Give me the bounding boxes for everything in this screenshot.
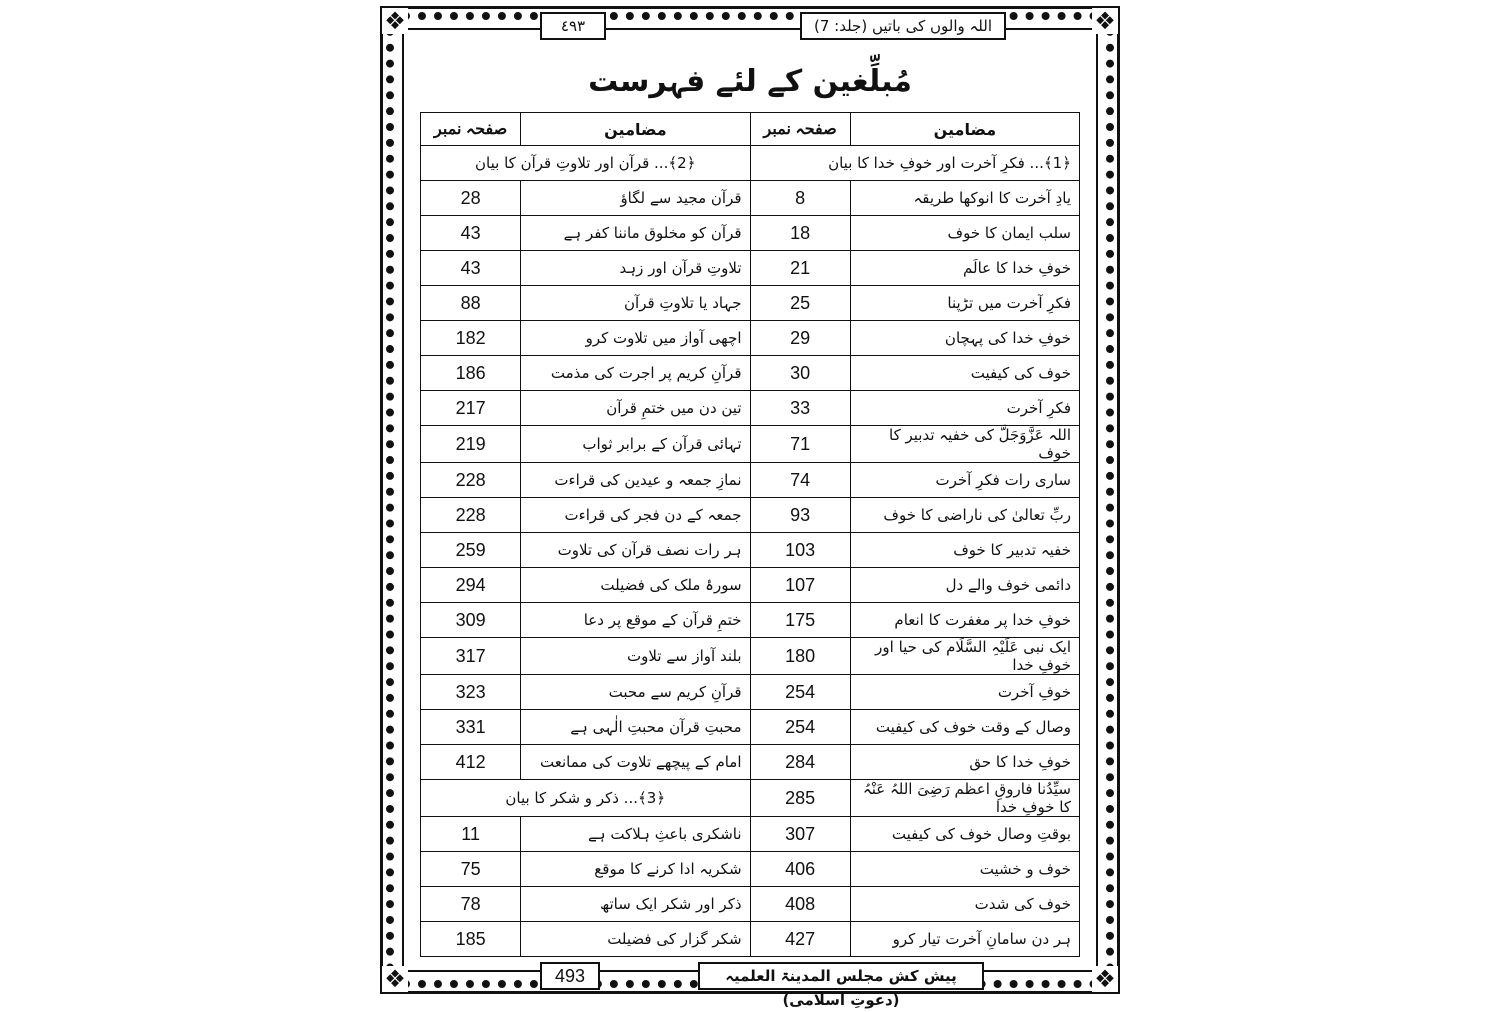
topic-cell: تین دن میں ختمِ قرآن (521, 391, 750, 426)
topic-cell: ختمِ قرآن کے موقع پر دعا (521, 603, 750, 638)
topic-cell: سورۂ ملک کی فضیلت (521, 568, 750, 603)
page-cell: 307 (750, 817, 850, 852)
page-cell: 408 (750, 887, 850, 922)
page-cell: 8 (750, 181, 850, 216)
table-row (421, 391, 1080, 426)
table-row (421, 852, 1080, 887)
table-row (421, 675, 1080, 710)
book-title: اللہ والوں کی باتیں (جلد: 7) (800, 12, 1006, 40)
topic-cell: جہاد یا تلاوتِ قرآن (521, 286, 750, 321)
table-row (421, 286, 1080, 321)
page-cell: 185 (421, 922, 521, 957)
column-header-topics: مضامین (521, 113, 750, 146)
page-cell: 427 (750, 922, 850, 957)
table-row (421, 216, 1080, 251)
page-cell: 88 (421, 286, 521, 321)
topic-cell: سلب ایمان کا خوف (850, 216, 1079, 251)
corner-ornament-icon: ❖ (382, 966, 408, 992)
page-cell: 294 (421, 568, 521, 603)
topic-cell: خوفِ خدا پر مغفرت کا انعام (850, 603, 1079, 638)
column-header-page: صفحہ نمبر (421, 113, 521, 146)
page-cell: 175 (750, 603, 850, 638)
table-row (421, 251, 1080, 286)
table-row (421, 887, 1080, 922)
page-cell: 107 (750, 568, 850, 603)
topic-cell: وصال کے وقت خوف کی کیفیت (850, 710, 1079, 745)
page-cell: 18 (750, 216, 850, 251)
page-cell: 93 (750, 498, 850, 533)
table-row (421, 498, 1080, 533)
page-cell: 78 (421, 887, 521, 922)
topic-cell: ساری رات فکرِ آخرت (850, 463, 1079, 498)
page-cell: 406 (750, 852, 850, 887)
book-page (380, 6, 1120, 1009)
topic-cell: امام کے پیچھے تلاوت کی ممانعت (521, 745, 750, 780)
topic-cell: قرآنِ کریم پر اجرت کی مذمت (521, 356, 750, 391)
table-row (421, 922, 1080, 957)
topic-cell: خوفِ آخرت (850, 675, 1079, 710)
page-cell: 28 (421, 181, 521, 216)
table-row (421, 603, 1080, 638)
topic-cell: خوف کی شدت (850, 887, 1079, 922)
topic-cell: قرآن کو مخلوق ماننا کفر ہے (521, 216, 750, 251)
topic-cell: محبتِ قرآن محبتِ الٰہی ہے (521, 710, 750, 745)
page-cell: 25 (750, 286, 850, 321)
page-cell: 219 (421, 426, 521, 463)
topic-cell: ہر رات نصف قرآن کی تلاوت (521, 533, 750, 568)
page-cell: 30 (750, 356, 850, 391)
topic-cell: بوقتِ وصال خوف کی کیفیت (850, 817, 1079, 852)
page-cell: 228 (421, 463, 521, 498)
table-row (421, 745, 1080, 780)
page-cell: 33 (750, 391, 850, 426)
page-cell: 29 (750, 321, 850, 356)
table-row (421, 638, 1080, 675)
section-heading-3: ﴿3﴾... ذکر و شکر کا بیان (421, 780, 751, 817)
page-cell: 254 (750, 710, 850, 745)
topic-cell: تہائی قرآن کے برابر ثواب (521, 426, 750, 463)
page-cell: 180 (750, 638, 850, 675)
topic-cell: قرآنِ کریم سے محبت (521, 675, 750, 710)
page-cell: 284 (750, 745, 850, 780)
page-cell: 317 (421, 638, 521, 675)
topic-cell: شکر گزار کی فضیلت (521, 922, 750, 957)
topic-cell: جمعہ کے دن فجر کی قراءت (521, 498, 750, 533)
topic-cell: فکرِ آخرت (850, 391, 1079, 426)
topic-cell: خوفِ خدا کا عالَم (850, 251, 1079, 286)
page-cell: 103 (750, 533, 850, 568)
topic-cell: خوف و خشیت (850, 852, 1079, 887)
page-number-top: ٤٩٣ (540, 12, 606, 40)
page-cell: 43 (421, 216, 521, 251)
topic-cell: خفیہ تدبیر کا خوف (850, 533, 1079, 568)
topic-cell: ناشکری باعثِ ہلاکت ہے (521, 817, 750, 852)
topic-cell: ذکر اور شکر ایک ساتھ (521, 887, 750, 922)
corner-ornament-icon: ❖ (1092, 8, 1118, 34)
page-cell: 71 (750, 426, 850, 463)
page-cell: 21 (750, 251, 850, 286)
topic-cell: شکریہ ادا کرنے کا موقع (521, 852, 750, 887)
table-row (421, 710, 1080, 745)
corner-ornament-icon: ❖ (382, 8, 408, 34)
page-cell: 412 (421, 745, 521, 780)
topic-cell: نمازِ جمعہ و عیدین کی قراءت (521, 463, 750, 498)
topic-cell: دائمی خوف والے دل (850, 568, 1079, 603)
topic-cell: خوفِ خدا کی پہچان (850, 321, 1079, 356)
page-cell: 254 (750, 675, 850, 710)
topic-cell: اللہ عَزَّوَجَلَّ کی خفیہ تدبیر کا خوف (850, 426, 1079, 463)
table-row (421, 426, 1080, 463)
publisher-footer: پیش کش مجلس المدینۃ العلمیہ (دعوتِ اسلامی) (698, 962, 984, 990)
page-cell: 74 (750, 463, 850, 498)
page-cell: 75 (421, 852, 521, 887)
column-header-page: صفحہ نمبر (750, 113, 850, 146)
page-cell: 217 (421, 391, 521, 426)
contents-table (420, 112, 1080, 957)
topic-cell: ایک نبی عَلَیْہِ السَّلَام کی حیا اور خوفِ خدا (850, 638, 1079, 675)
column-header-topics: مضامین (850, 113, 1079, 146)
page-cell: 43 (421, 251, 521, 286)
page-cell: 323 (421, 675, 521, 710)
table-row (421, 533, 1080, 568)
topic-cell: ہر دن سامانِ آخرت تیار کرو (850, 922, 1079, 957)
topic-cell: یادِ آخرت کا انوکھا طریقہ (850, 181, 1079, 216)
topic-cell: خوف کی کیفیت (850, 356, 1079, 391)
topic-cell: اچھی آواز میں تلاوت کرو (521, 321, 750, 356)
topic-cell: قرآن مجید سے لگاؤ (521, 181, 750, 216)
topic-cell: ربِّ تعالیٰ کی ناراضی کا خوف (850, 498, 1079, 533)
page-number-bottom: 493 (540, 962, 600, 990)
table-header-row (421, 113, 1080, 146)
page-cell: 285 (750, 780, 850, 817)
table-row (421, 356, 1080, 391)
section-heading-1: ﴿1﴾... فکرِ آخرت اور خوفِ خدا کا بیان (750, 146, 1079, 181)
page-cell: 182 (421, 321, 521, 356)
page-cell: 309 (421, 603, 521, 638)
table-row (421, 817, 1080, 852)
topic-cell: سیِّدُنا فاروقِ اعظم رَضِیَ اللہُ عَنْہُ کا خوفِ خدا (850, 780, 1079, 817)
corner-ornament-icon: ❖ (1092, 966, 1118, 992)
page-title: مُبلِّغین کے لئے فہرست (588, 64, 912, 99)
topic-cell: فکرِ آخرت میں تڑپنا (850, 286, 1079, 321)
table-row (421, 780, 1080, 817)
table-row (421, 568, 1080, 603)
page-cell: 228 (421, 498, 521, 533)
table-row (421, 321, 1080, 356)
topic-cell: بلند آواز سے تلاوت (521, 638, 750, 675)
table-row (421, 181, 1080, 216)
page-cell: 186 (421, 356, 521, 391)
section-heading-2: ﴿2﴾... قرآن اور تلاوتِ قرآن کا بیان (421, 146, 751, 181)
topic-cell: خوفِ خدا کا حق (850, 745, 1079, 780)
topic-cell: تلاوتِ قرآن اور زہد (521, 251, 750, 286)
page-cell: 11 (421, 817, 521, 852)
table-row (421, 463, 1080, 498)
page-cell: 331 (421, 710, 521, 745)
section-header-row (421, 146, 1080, 181)
page-cell: 259 (421, 533, 521, 568)
